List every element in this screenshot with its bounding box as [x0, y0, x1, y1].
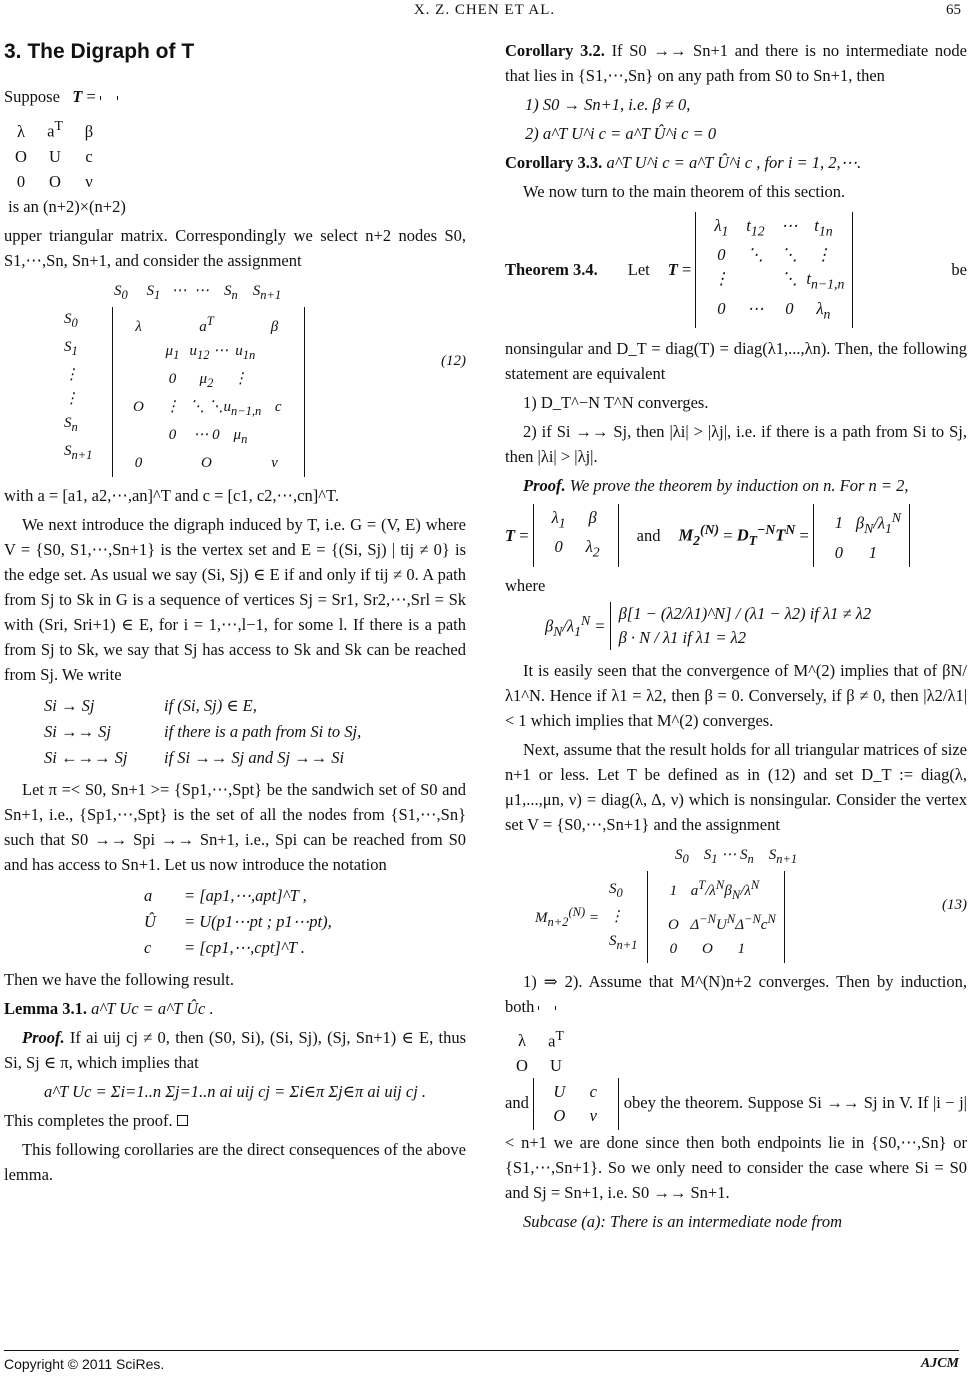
proof-label: Proof.	[523, 475, 566, 495]
page-header	[0, 0, 969, 22]
definition-rhs: = U(p1⋯pt ; p1⋯pt),	[184, 911, 332, 931]
lemma-proof-paragraph	[4, 1025, 466, 1075]
induction-paragraph	[505, 969, 967, 1019]
definition-lhs: c	[144, 937, 152, 957]
definition-rhs: = [cp1,⋯,cpt]^T .	[184, 937, 305, 957]
matrix-T-block	[100, 96, 118, 100]
completes-paragraph	[4, 1108, 466, 1133]
definitions-list	[144, 883, 466, 961]
assignment-13: (13) $S_0$ $S_1$ ⋯ $S_n$ $S_{n+1}$ $M_{n+2}^{(N)}$ = $S_0$ ⋮ $S_{n+1}$ 1 $a^T/\lambda^N\beta_N/\lambda^N$ O $\Delta^{-N}U^N\Delta^{-N}c^N$ 0 O 1	[505, 843, 967, 963]
with-paragraph: with a = [a1, a2,⋯,an]^T and c = [c1, c2,⋯,cn]^T.	[4, 485, 339, 505]
induction-text-a: 1) ⇒ 2). Assume that M^(N)n+2 converges. Then by induction, both	[505, 971, 967, 1016]
theorem-label: Theorem 3.4.	[505, 260, 598, 280]
base-case-matrices: T = $\lambda_1$ β 0 $\lambda_2$ and $M_2^{(N)}$ = $D_T^{-N}T^N$ = 1 $\beta_N/\lambda_1^N$ 0 1	[505, 504, 967, 567]
qed-square-icon	[177, 1115, 188, 1126]
theorem-T-symbol: T	[667, 260, 678, 280]
corollary-3-2-paragraph	[505, 38, 967, 88]
notation-lhs: Si → Sj	[44, 695, 95, 715]
suppose-paragraph: Suppose T =	[4, 84, 466, 109]
copyright-text: Copyright © 2011 SciRes.	[4, 1356, 165, 1372]
theorem-matrix: $\lambda_1$ $t_{12}$ ⋯ $t_{1n}$ 0 ⋱ ⋱ ⋮ ⋮ ⋱ $t_{n-1,n}$ 0 ⋯ 0 $\lambda_n$	[695, 212, 853, 328]
notation-rhs: if there is a path from Si to Sj,	[164, 721, 362, 741]
running-title: X. Z. CHEN ET AL.	[413, 2, 556, 18]
proof-equation: a^T Uc = Σi=1..n Σj=1..n ai uij cj = Σi∈π Σj∈π ai uij cj .	[43, 1081, 427, 1101]
submatrix-right: U c O ν	[533, 1078, 619, 1130]
right-column: Corollary 3.2. If S0 →→ Sn+1 and there is no intermediate node that lies in {S1,⋯,Sn} on any path from S0 to Sn+1, then 1) S0 → Sn+1, i.e. β ≠ 0, 2) a^T U^i c = a^T Û^i c = 0 Corollary 3.3. a^T U^i c = a^T Û^i c , for i = 1, 2,⋯. We now turn to the main theorem of this section. Theorem 3.4. Let T = $\lambda_1$ $t_{12}$ ⋯ $t_{1n}$ 0 ⋱ ⋱ ⋮ ⋮ ⋱ $t_{n-1,n}$ 0 ⋯ 0 $\lambda_n$ be nonsingular and D_T = diag(T) = diag(λ1,...,λn). Then, the following statement are equivalent 1) D_T^−N T^N converges. 2) if Si →→ Sj, then |λi| > |λj|, i.e. if there is a path from Si to Sj, then |λi| > |λj|. Proof. We prove the theorem by induction on n. For n = 2, T = $\lambda_1$ β 0 $\lambda_2$ and $M_2^{(N)}$ = $D_T^{-N}T^N$ = 1 $\beta_N/\lambda_1^N$ 0 1 where $\beta_N/\lambda_1^N$ = β[1 − (λ2/λ1)^N] / (λ1 − λ2) if λ1 ≠ λ2 β · N / λ1 if λ1 = λ2 It is easily seen that the convergence of M^(2) implies that of βN/λ1^N. Hence if λ1 = λ2, then β = 0. Conversely, if β ≠ 0, then |λ2/λ1| < 1 which implies that M^(2) converges. Next, assume that the result holds for all triangular matrices of size n+1 or less. Let T be defined as in (12) and set D_T := diag(λ, μ1,...,μn, ν) = diag(λ, Δ, ν) which is nonsingular. Consider the vertex set V = {S0,⋯,Sn+1} and the assignment (13) $S_0$ $S_1$ ⋯ $S_n$ $S_{n+1}$ $M_{n+2}^{(N)}$ = $S_0$ ⋮ $S_{n+1}$ 1 $a^T/\lambda^N\beta_N/\lambda^N$ O $\Delta^{-N}U^N\Delta^{-N}c^N$ 0 O 1 1) ⇒ 2). Assume that M^(N)n+2 converges. Then by induction, both λ $a^T$ O U and U c O ν obey the theorem. Suppose Si →→ Sj in V. If |i − j| < n+1 we are done since then both endpoints lie in {S0,⋯,Sn} or {S1,⋯,Sn+1}. So we only need to consider the case where Si = S0 and Sj = Sn+1, i.e. S0 →→ Sn+1. Subcase (a): There is an intermediate node from	[505, 38, 967, 1238]
subcase-paragraph: Subcase (a): There is an intermediate node from	[523, 1212, 843, 1232]
notation-lhs: Si →→ Sj	[44, 721, 111, 741]
proof-intro: We prove the theorem by induction on n. For n = 2,	[569, 475, 909, 495]
equation-number-13: (13)	[942, 896, 967, 913]
section-title: 3. The Digraph of T	[4, 40, 195, 63]
page-footer	[4, 1356, 959, 1376]
corollary-3-2-text: If S0 →→ Sn+1 and there is no intermediate node that lies in {S1,⋯,Sn} on any path from S0 to Sn+1, then	[505, 41, 967, 85]
definition-lhs: a	[144, 885, 153, 905]
easily-paragraph: It is easily seen that the convergence of M^(2) implies that of βN/λ1^N. Hence if λ1 = λ2, then β = 0. Conversely, if β ≠ 0, then |λ2/λ1| < 1 which implies that M^(2) converges.	[505, 660, 967, 730]
notation-rhs: if Si →→ Sj and Sj →→ Si	[164, 747, 345, 767]
corollary-3-3-paragraph	[505, 150, 967, 175]
corollary-item: 2) a^T U^i c = a^T Û^i c = 0	[525, 124, 717, 143]
lemma-statement: a^T Uc = a^T Ûc .	[91, 998, 214, 1018]
notation-rhs: if (Si, Sj) ∈ E,	[164, 695, 257, 715]
page-number: 65	[946, 2, 961, 18]
notation-list	[44, 693, 466, 771]
theorem-3-4-block: Theorem 3.4. Let T = $\lambda_1$ $t_{12}$ ⋯ $t_{1n}$ 0 ⋱ ⋱ ⋮ ⋮ ⋱ $t_{n-1,n}$ 0 ⋯ 0 $\lambda_n$ be	[505, 212, 967, 328]
then-paragraph: Then we have the following result.	[4, 969, 235, 989]
upper-triangular-paragraph: upper triangular matrix. Correspondingly we select n+2 nodes S0, S1,⋯,Sn, Sn+1, and consider the assignment	[4, 225, 466, 270]
proof-label: Proof.	[22, 1027, 65, 1047]
digraph-paragraph: We next introduce the digraph induced by T, i.e. G = (V, E) where V = {S0, S1,⋯,Sn+1} is the vertex set and E = {(Si, Sj) | tij ≠ 0} is the edge set. As usual we say (Si, Sj) ∈ E if and only if tij ≠ 0. A path from Sj to Sk in G is a sequence of vertices Sj = Sr1, Sr2,⋯,Srl = Sk with (Sri, Sri+1) ∈ E, for i = 1,⋯,l−1, for some l. If there is a path from Sj to Sk, we say that Sj has access to Sk and Sk can be reached from Sj. We write	[4, 514, 466, 684]
corollary-3-3-label: Corollary 3.3.	[505, 153, 603, 172]
beta-case: β · N / λ1 if λ1 = λ2	[618, 627, 746, 647]
matrix-T-symbol: T	[72, 87, 83, 106]
submatrix-left	[538, 1006, 556, 1010]
corollary-3-3-text: a^T U^i c = a^T Û^i c , for i = 1, 2,⋯.	[606, 153, 862, 172]
theorem-let: Let	[627, 260, 650, 280]
beta-case: β[1 − (λ2/λ1)^N] / (λ1 − λ2) if λ1 ≠ λ2	[618, 603, 872, 623]
sandwich-paragraph: Let π =< S0, Sn+1 >= {Sp1,⋯,Spt} be the sandwich set of S0 and Sn+1, i.e., {Sp1,⋯,Spt} is the set of all the nodes from {S1,⋯,Sn} such that S0 →→ Spi →→ Sn+1, i.e., Spi can be reached from S0 and has access to Sn+1. Let us now introduce the notation	[4, 779, 466, 874]
left-column: 3. The Digraph of T Suppose T = λ $a^T$ β O U c 0 O ν is an (n+2)×(n+2) upper triangular matrix. Correspondingly we select n+2 nodes S0, S1,⋯,Sn, Sn+1, and consider the assignment (12) $S_0$ $S_1$ ⋯ ⋯ $S_n$ $S_{n+1}$ $S_0$ $S_1$ ⋮ ⋮ $S_n$ $S_{n+1}$ λ $a^T$ β $\mu_1$ $u_{12}$ ⋯ $u_{1n}$ 0 $\mu_2$ ⋮ O ⋮ ⋱ $⋱u_{n-1,n}$ c 0 ⋯ 0 $\mu_n$ 0 O ν with a = [a1, a2,⋯,an]^T and c = [c1, c2,⋯,cn]^T. We next introduce the digraph induced by T, i.e. G = (V, E) where V = {S0, S1,⋯,Sn+1} is the vertex set and E = {(Si, Sj) | tij ≠ 0} is the edge set. As usual we say (Si, Sj) ∈ E if and only if tij ≠ 0. A path from Sj to Sk in G is a sequence of vertices Sj = Sr1, Sr2,⋯,Srl = Sk with (Sri, Sri+1) ∈ E, for i = 1,⋯,l−1, for some l. If there is a path from Sj to Sk, we say that Sj has access to Sk and Sk can be reached from Sj. We write Si → Sj if (Si, Sj) ∈ E, Si →→ Sj if there is a path from Si to Sj, Si ←→→ Sj if Si →→ Sj and Sj →→ Si Let π =< S0, Sn+1 >= {Sp1,⋯,Spt} be the sandwich set of S0 and Sn+1, i.e., {Sp1,⋯,Spt} is the set of all the nodes from {S1,⋯,Sn} such that S0 →→ Spi →→ Sn+1, i.e., Spi can be reached from S0 and has access to Sn+1. Let us now introduce the notation a = [ap1,⋯,apt]^T , Û = U(p1⋯pt ; p1⋯pt), c = [cp1,⋯,cpt]^T . Then we have the following result. Lemma 3.1. a^T Uc = a^T Ûc . Proof. If ai uij cj ≠ 0, then (S0, Si), (Si, Sj), (Sj, Sn+1) ∈ E, thus Si, Sj ∈ π, which implies that a^T Uc = Σi=1..n Σj=1..n ai uij cj = Σi∈π Σj∈π ai uij cj . This completes the proof. This following corollaries are the direct consequences of the above lemma.	[4, 38, 466, 1191]
footer-rule	[4, 1350, 959, 1351]
completes-text: This completes the proof.	[4, 1110, 173, 1130]
equation-number-12: (12)	[441, 352, 466, 369]
lemma-label: Lemma 3.1.	[4, 998, 87, 1018]
journal-name: AJCM	[920, 1356, 959, 1371]
base-T-matrix: $\lambda_1$ β 0 $\lambda_2$	[533, 504, 619, 567]
proof-text: If ai uij cj ≠ 0, then (S0, Si), (Si, Sj), (Sj, Sn+1) ∈ E, thus Si, Sj ∈ π, which implies that	[4, 1027, 467, 1072]
where-word: where	[505, 575, 546, 595]
base-M-matrix: 1 $\beta_N/\lambda_1^N$ 0 1	[813, 504, 910, 567]
theorem-item: 1) D_T^−N T^N converges.	[523, 392, 709, 412]
definition-lhs: Û	[144, 911, 156, 931]
nonsingular-paragraph: nonsingular and D_T = diag(T) = diag(λ1,...,λn). Then, the following statement are equivalent	[505, 338, 967, 383]
theorem-item: 2) if Si →→ Sj, then |λi| > |λj|, i.e. if there is a path from Si to Sj, then |λi| > |λj|.	[505, 421, 967, 466]
theorem-be: be	[951, 260, 967, 280]
turn-paragraph: We now turn to the main theorem of this section.	[523, 182, 846, 201]
notation-lhs: Si ←→→ Sj	[44, 747, 128, 767]
definition-rhs: = [ap1,⋯,apt]^T ,	[184, 885, 307, 905]
corollary-3-2-label: Corollary 3.2.	[505, 41, 605, 60]
assignment-12: (12) $S_0$ $S_1$ ⋯ ⋯ $S_n$ $S_{n+1}$ $S_0$ $S_1$ ⋮ ⋮ $S_n$ $S_{n+1}$ λ $a^T$ β $\mu_1$ $u_{12}$ ⋯ $u_{1n}$ 0 $\mu_2$ ⋮ O ⋮ ⋱ $⋱u_{n-1,n}$ c 0 ⋯ 0 $\mu_n$ 0 O ν	[4, 279, 466, 477]
lemma-paragraph	[4, 996, 466, 1021]
suppose-size-text: is an (n+2)×(n+2)	[8, 196, 126, 216]
suppose-text: Suppose	[4, 87, 60, 106]
corollaries-intro-paragraph: This following corollaries are the direct consequences of the above lemma.	[4, 1139, 466, 1184]
beta-cases: $\beta_N/\lambda_1^N$ = β[1 − (λ2/λ1)^N] / (λ1 − λ2) if λ1 ≠ λ2 β · N / λ1 if λ1 = λ2	[545, 602, 967, 650]
and-word: and	[636, 525, 661, 545]
corollary-item: 1) S0 → Sn+1, i.e. β ≠ 0,	[525, 95, 691, 114]
theorem-proof-paragraph	[505, 473, 967, 498]
induction-text-b: and	[505, 1092, 529, 1112]
induction-setup-paragraph: Next, assume that the result holds for all triangular matrices of size n+1 or less. Let T be defined as in (12) and set D_T := diag(λ, μ1,...,μn, ν) = diag(λ, Δ, ν) which is nonsingular. Consider the vertex set V = {S0,⋯,Sn+1} and the assignment	[505, 739, 967, 834]
induction-text-c: obey the theorem. Suppose Si →→ Sj in V. If |i − j| < n+1 we are done since then both endpoints lie in {S0,⋯,Sn} or {S1,⋯,Sn+1}. So we only need to consider the case where Si = S0 and Sj = Sn+1, i.e. S0 →→ Sn+1.	[505, 1092, 967, 1203]
